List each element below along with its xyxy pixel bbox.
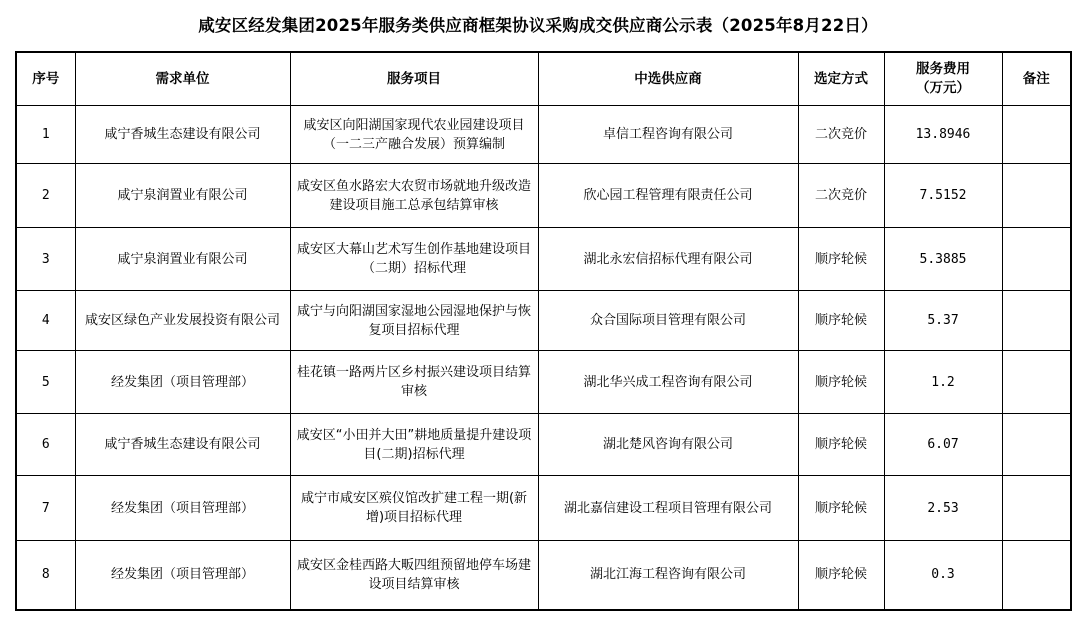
cell-unit: 经发集团（项目管理部） [75, 476, 290, 541]
cell-remark [1002, 164, 1071, 228]
cell-method: 顺序轮候 [798, 414, 884, 476]
cell-project: 咸安区大幕山艺术写生创作基地建设项目（二期）招标代理 [290, 228, 538, 291]
cell-remark [1002, 476, 1071, 541]
cell-seq: 5 [16, 351, 75, 414]
header-fee-line2: （万元） [916, 80, 970, 96]
cell-supplier: 湖北嘉信建设工程项目管理有限公司 [538, 476, 798, 541]
cell-method: 顺序轮候 [798, 351, 884, 414]
cell-unit: 经发集团（项目管理部） [75, 541, 290, 610]
cell-seq: 4 [16, 291, 75, 351]
header-supplier: 中选供应商 [538, 52, 798, 106]
cell-remark [1002, 414, 1071, 476]
table-row [16, 228, 1071, 291]
cell-method: 二次竞价 [798, 106, 884, 164]
cell-project: 咸安区金桂西路大畈四组预留地停车场建设项目结算审核 [290, 541, 538, 610]
cell-method: 顺序轮候 [798, 541, 884, 610]
cell-unit: 咸安区绿色产业发展投资有限公司 [75, 291, 290, 351]
header-remark: 备注 [1002, 52, 1071, 106]
header-project: 服务项目 [290, 52, 538, 106]
cell-seq: 2 [16, 164, 75, 228]
header-seq: 序号 [16, 52, 75, 106]
cell-remark [1002, 351, 1071, 414]
table-row [16, 291, 1071, 351]
header-method: 选定方式 [798, 52, 884, 106]
cell-fee: 6.07 [884, 414, 1002, 476]
cell-unit: 咸宁泉润置业有限公司 [75, 228, 290, 291]
cell-project: 咸宁与向阳湖国家湿地公园湿地保护与恢复项目招标代理 [290, 291, 538, 351]
page-title: 咸安区经发集团2025年服务类供应商框架协议采购成交供应商公示表（2025年8月22日） [198, 16, 878, 35]
cell-remark [1002, 228, 1071, 291]
cell-project: 咸安区“小田并大田”耕地质量提升建设项目(二期)招标代理 [290, 414, 538, 476]
cell-unit: 咸宁香城生态建设有限公司 [75, 414, 290, 476]
header-row [16, 52, 1071, 106]
table-row [16, 351, 1071, 414]
cell-seq: 6 [16, 414, 75, 476]
table-row [16, 414, 1071, 476]
cell-fee: 2.53 [884, 476, 1002, 541]
cell-supplier: 湖北楚风咨询有限公司 [538, 414, 798, 476]
cell-unit: 经发集团（项目管理部） [75, 351, 290, 414]
supplier-table [15, 51, 1072, 611]
cell-seq: 3 [16, 228, 75, 291]
header-fee [884, 52, 1002, 106]
cell-seq: 8 [16, 541, 75, 610]
cell-supplier: 湖北永宏信招标代理有限公司 [538, 228, 798, 291]
cell-project: 桂花镇一路两片区乡村振兴建设项目结算审核 [290, 351, 538, 414]
cell-method: 顺序轮候 [798, 476, 884, 541]
cell-project: 咸安区向阳湖国家现代农业园建设项目（一二三产融合发展）预算编制 [290, 106, 538, 164]
cell-supplier: 众合国际项目管理有限公司 [538, 291, 798, 351]
cell-seq: 7 [16, 476, 75, 541]
cell-method: 顺序轮候 [798, 228, 884, 291]
cell-unit: 咸宁泉润置业有限公司 [75, 164, 290, 228]
cell-fee: 13.8946 [884, 106, 1002, 164]
cell-project: 咸安区鱼水路宏大农贸市场就地升级改造建设项目施工总承包结算审核 [290, 164, 538, 228]
table-row [16, 164, 1071, 228]
cell-supplier: 卓信工程咨询有限公司 [538, 106, 798, 164]
cell-project: 咸宁市咸安区殡仪馆改扩建工程一期(新增)项目招标代理 [290, 476, 538, 541]
header-unit: 需求单位 [75, 52, 290, 106]
cell-remark [1002, 541, 1071, 610]
cell-supplier: 湖北华兴成工程咨询有限公司 [538, 351, 798, 414]
table-row [16, 106, 1071, 164]
cell-remark [1002, 106, 1071, 164]
cell-fee: 0.3 [884, 541, 1002, 610]
cell-remark [1002, 291, 1071, 351]
cell-method: 二次竞价 [798, 164, 884, 228]
table-row [16, 541, 1071, 610]
table-row [16, 476, 1071, 541]
cell-fee: 1.2 [884, 351, 1002, 414]
cell-method: 顺序轮候 [798, 291, 884, 351]
cell-seq: 1 [16, 106, 75, 164]
cell-unit: 咸宁香城生态建设有限公司 [75, 106, 290, 164]
cell-supplier: 湖北江海工程咨询有限公司 [538, 541, 798, 610]
cell-fee: 5.3885 [884, 228, 1002, 291]
cell-fee: 7.5152 [884, 164, 1002, 228]
cell-fee: 5.37 [884, 291, 1002, 351]
header-fee-line1: 服务费用 [916, 61, 970, 77]
cell-supplier: 欣心园工程管理有限责任公司 [538, 164, 798, 228]
